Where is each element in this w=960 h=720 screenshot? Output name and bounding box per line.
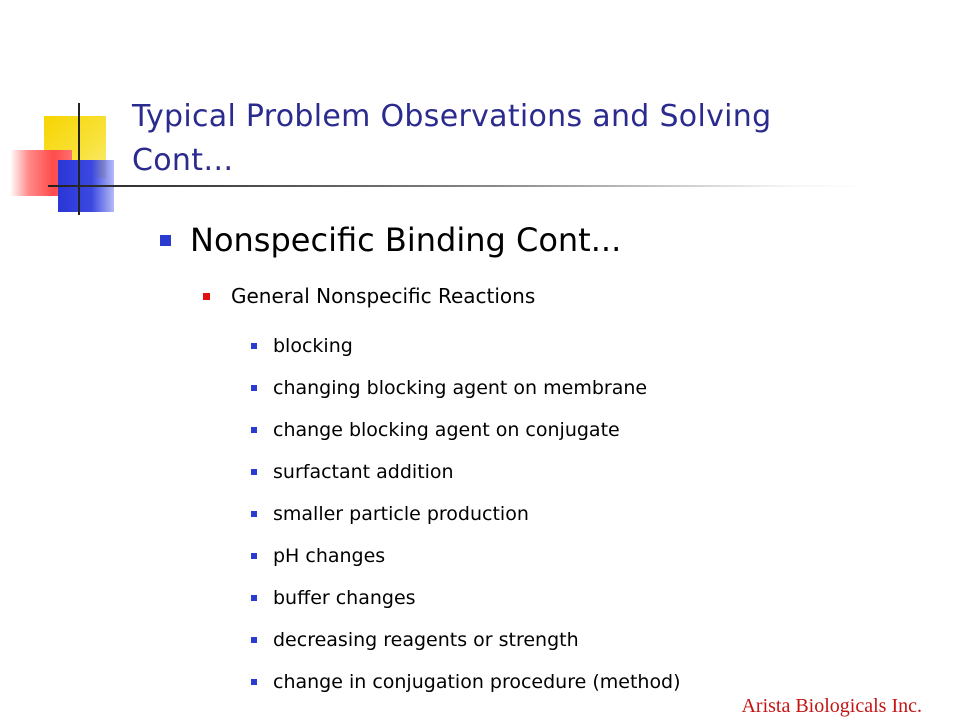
list-item-text: blocking: [273, 335, 353, 357]
square-bullet-icon: [251, 637, 257, 643]
square-bullet-icon: [251, 511, 257, 517]
square-bullet-icon: [160, 235, 171, 246]
slide-title: Typical Problem Observations and Solving Cont…: [132, 99, 772, 178]
list-item: [251, 451, 681, 493]
list-item-text: buffer changes: [273, 587, 416, 609]
list-item: [251, 619, 681, 661]
list-item-text: decreasing reagents or strength: [273, 629, 579, 651]
list-item: [251, 535, 681, 577]
list-item-text: change in conjugation procedure (method): [273, 671, 681, 693]
list-item-text: pH changes: [273, 545, 386, 567]
level2-bullet: [203, 281, 535, 311]
list-item: [251, 577, 681, 619]
square-bullet-icon: [203, 293, 210, 300]
list-item: [251, 325, 681, 367]
square-bullet-icon: [251, 553, 257, 559]
level3-list: [251, 325, 681, 703]
square-bullet-icon: [251, 679, 257, 685]
list-item: [251, 493, 681, 535]
list-item-text: smaller particle production: [273, 503, 529, 525]
square-bullet-icon: [251, 343, 257, 349]
list-item: [251, 661, 681, 703]
level1-bullet: [160, 218, 621, 262]
footer-company-name: Arista Biologicals Inc.: [741, 695, 922, 717]
list-item-text: change blocking agent on conjugate: [273, 419, 620, 441]
list-item-text: changing blocking agent on membrane: [273, 377, 648, 399]
list-item: [251, 409, 681, 451]
square-bullet-icon: [251, 469, 257, 475]
list-item: [251, 367, 681, 409]
square-bullet-icon: [251, 385, 257, 391]
subheading-text: General Nonspecific Reactions: [231, 284, 536, 308]
square-bullet-icon: [251, 595, 257, 601]
list-item-text: surfactant addition: [273, 461, 454, 483]
heading-text: Nonspecific Binding Cont...: [190, 221, 622, 259]
square-bullet-icon: [251, 427, 257, 433]
